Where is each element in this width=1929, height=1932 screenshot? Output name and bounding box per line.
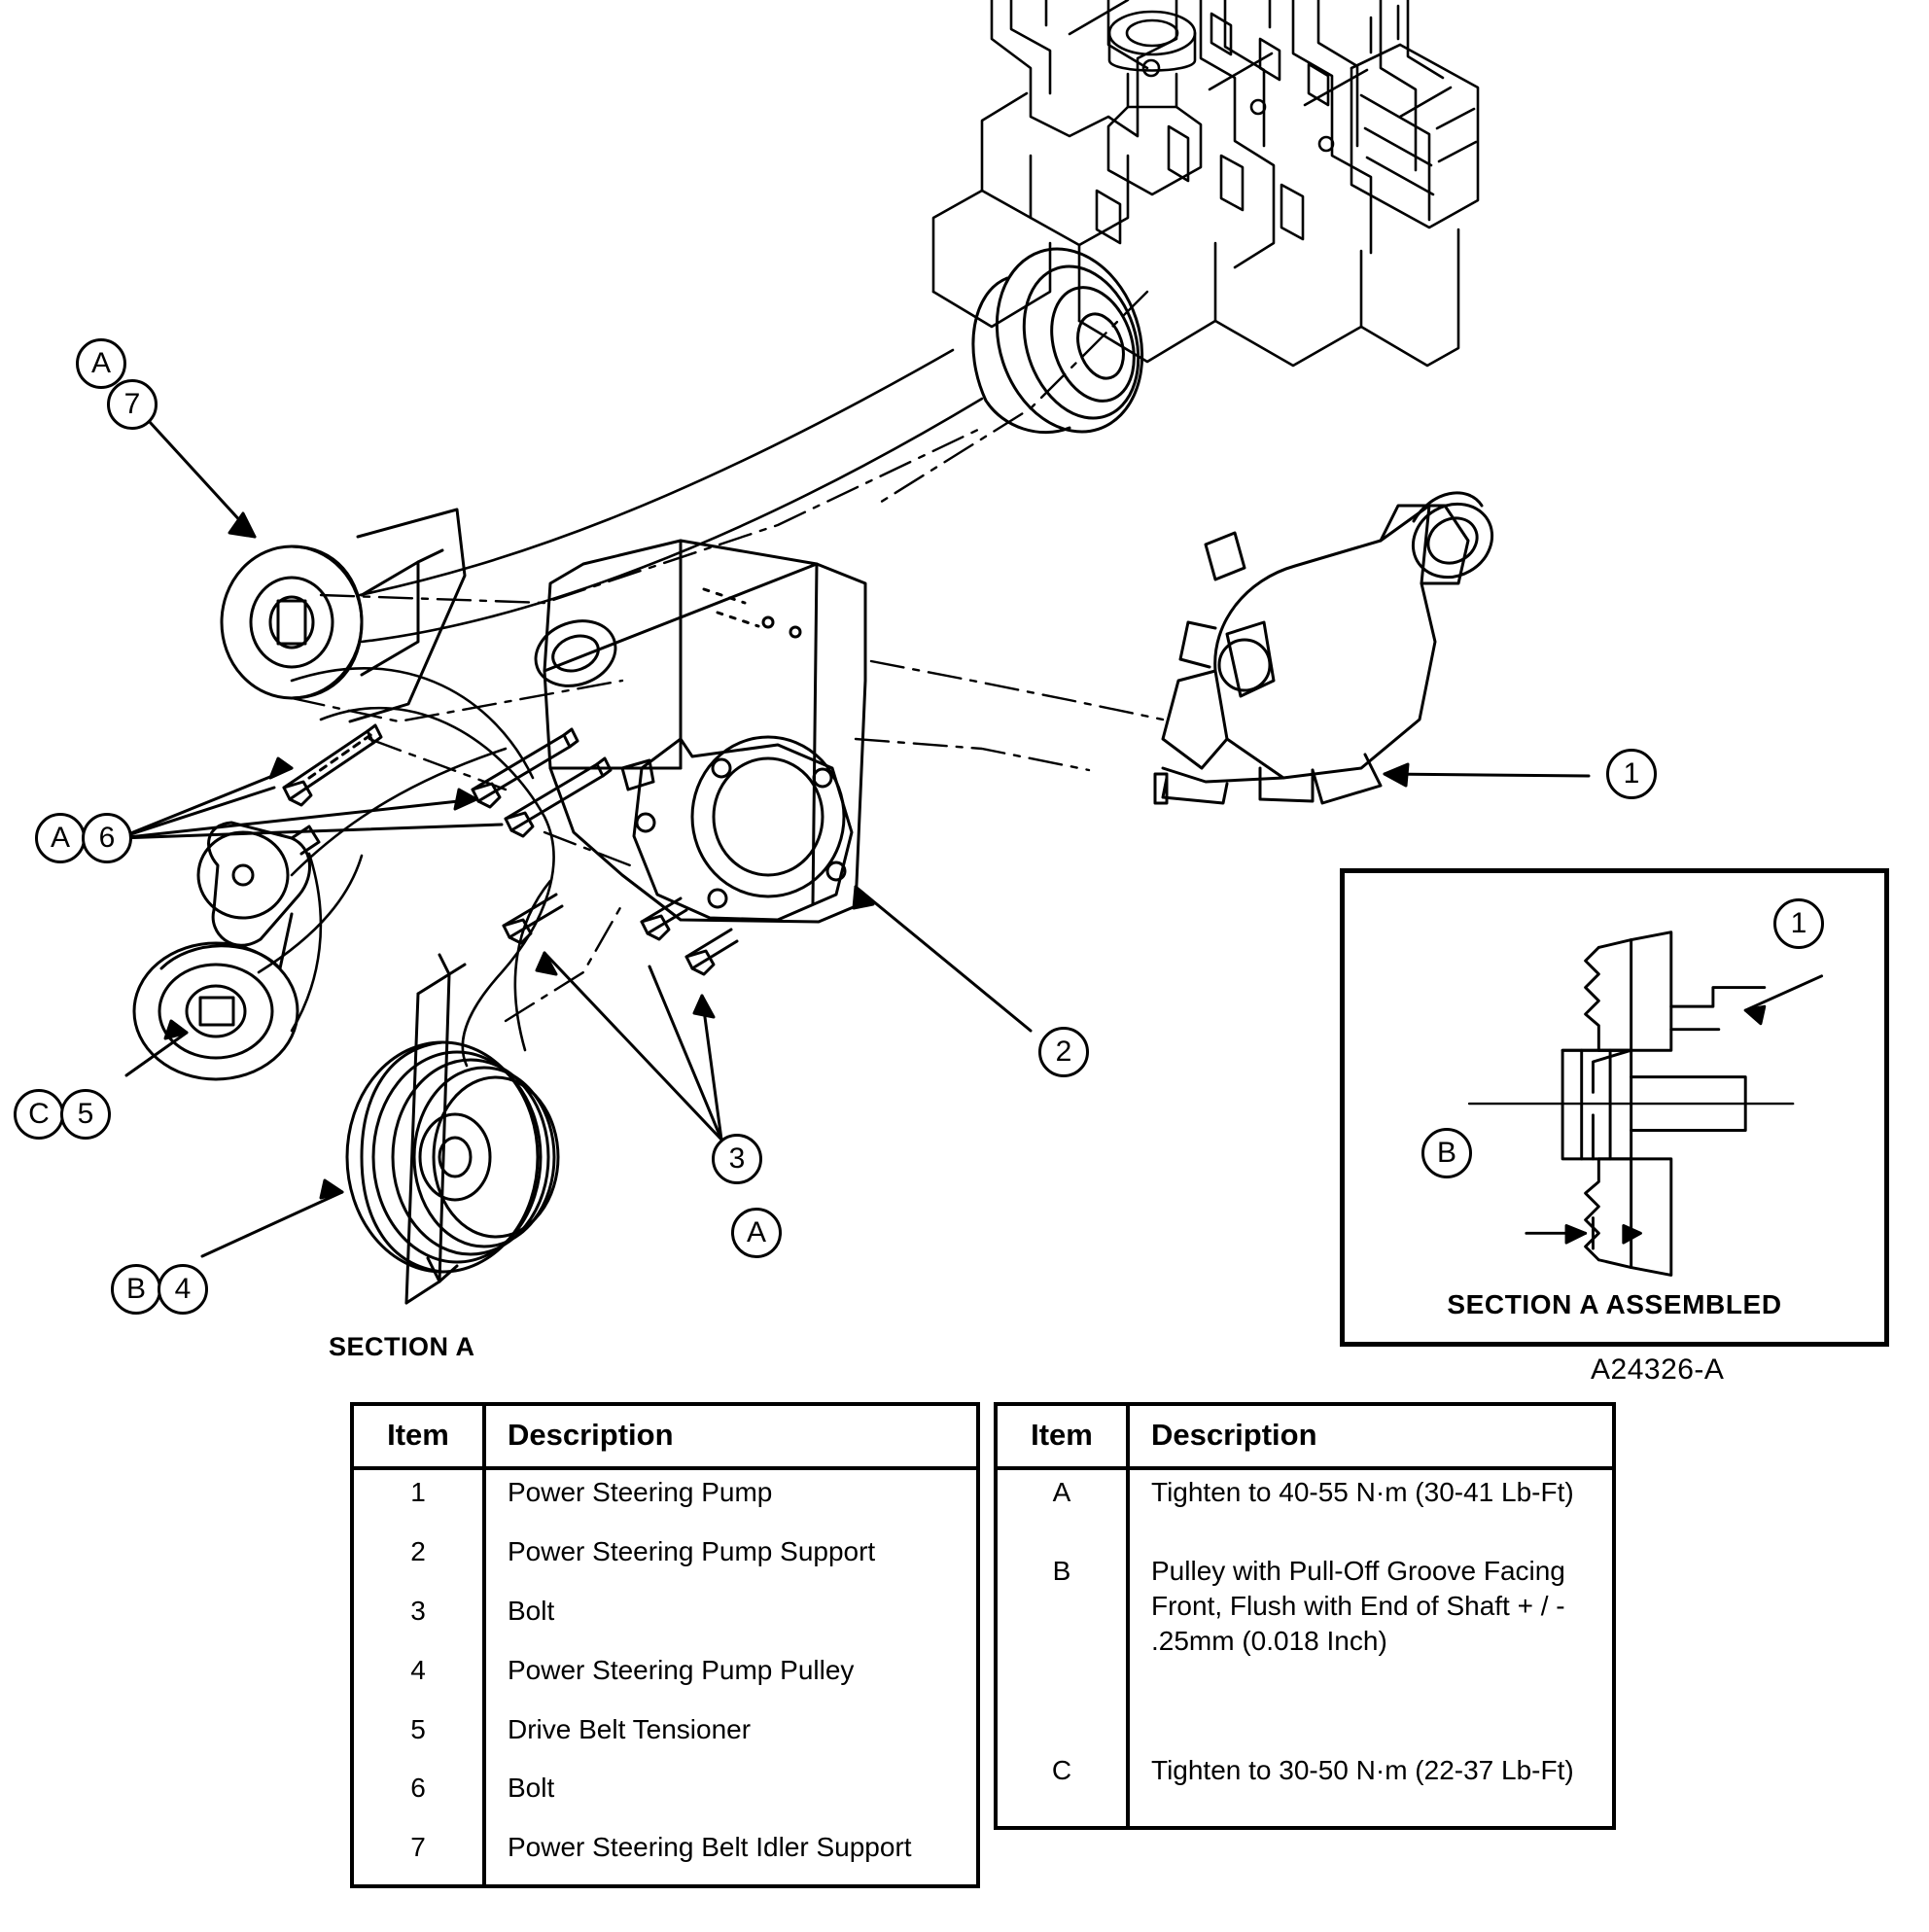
item-description: Bolt [508,1773,555,1804]
section-a-cut-plane [406,955,465,1303]
torque-table-header-description: Description [1128,1406,1612,1468]
item-number: 2 [354,1529,484,1589]
idler-pulley [222,546,442,698]
table-row [354,1589,976,1648]
items-table [350,1402,980,1888]
item-description: Power Steering Belt Idler Support [508,1832,912,1863]
table-row [998,1468,1612,1549]
table-row [354,1648,976,1707]
torque-item-letter: C [998,1748,1128,1826]
item-description: Power Steering Pump Support [508,1536,876,1567]
power-steering-pump-pulley [347,1042,558,1272]
callout-a-bolts[interactable]: A [35,813,86,863]
item-number: 3 [354,1589,484,1648]
item-description: Power Steering Pump Pulley [508,1654,855,1685]
crankshaft-damper [973,229,1165,450]
callout-inset-1[interactable]: 1 [1773,898,1824,949]
items-table-header-item: Item [354,1406,484,1468]
item-number: 7 [354,1825,484,1884]
torque-item-letter: B [998,1549,1128,1748]
items-table-header-description: Description [484,1406,976,1468]
idler-support-bracket [350,509,465,721]
table-row [354,1468,976,1529]
assembly-centerlines [292,292,1163,1021]
callout-3[interactable]: 3 [712,1134,762,1184]
inset-caption: SECTION A ASSEMBLED [1447,1289,1782,1319]
bolts-group [284,725,737,974]
table-row [354,1529,976,1589]
callout-4[interactable]: 4 [158,1264,208,1315]
torque-item-description: Tighten to 40-55 N·m (30-41 Lb-Ft) [1151,1477,1574,1507]
callout-c[interactable]: C [14,1089,64,1140]
callout-b[interactable]: B [111,1264,161,1315]
table-row [354,1825,976,1884]
pump-support-bracket [527,541,865,922]
callout-a-bolts-3[interactable]: A [731,1208,782,1258]
table-row [998,1748,1612,1826]
item-number: 6 [354,1766,484,1825]
torque-item-letter: A [998,1468,1128,1549]
callout-inset-b[interactable]: B [1421,1128,1472,1178]
figure-code: A24326-A [1591,1353,1725,1386]
item-description: Power Steering Pump [508,1477,773,1507]
callout-6[interactable]: 6 [82,813,132,863]
power-steering-pump [1155,490,1505,803]
callout-1[interactable]: 1 [1606,749,1657,799]
torque-specs-table [994,1402,1616,1830]
callout-7[interactable]: 7 [107,379,158,430]
torque-table-header-item: Item [998,1406,1128,1468]
table-row [354,1766,976,1825]
callout-5[interactable]: 5 [60,1089,111,1140]
item-number: 4 [354,1648,484,1707]
callout-a-idler[interactable]: A [76,338,126,389]
section-a-label: SECTION A [329,1332,475,1361]
item-description: Drive Belt Tensioner [508,1713,752,1744]
torque-item-description: Tighten to 30-50 N·m (22-37 Lb-Ft) [1151,1755,1574,1786]
table-row [354,1707,976,1767]
item-description: Bolt [508,1596,555,1627]
callout-2[interactable]: 2 [1038,1027,1089,1077]
table-row [998,1549,1612,1748]
belt-routing-lines [259,350,982,1050]
torque-item-description: Pulley with Pull-Off Groove Facing Front, Flush with End of Shaft + / - .25mm (0.018 Inch) [1151,1556,1565,1657]
item-number: 1 [354,1468,484,1529]
item-number: 5 [354,1707,484,1767]
engine-block-illustration [933,0,1478,366]
